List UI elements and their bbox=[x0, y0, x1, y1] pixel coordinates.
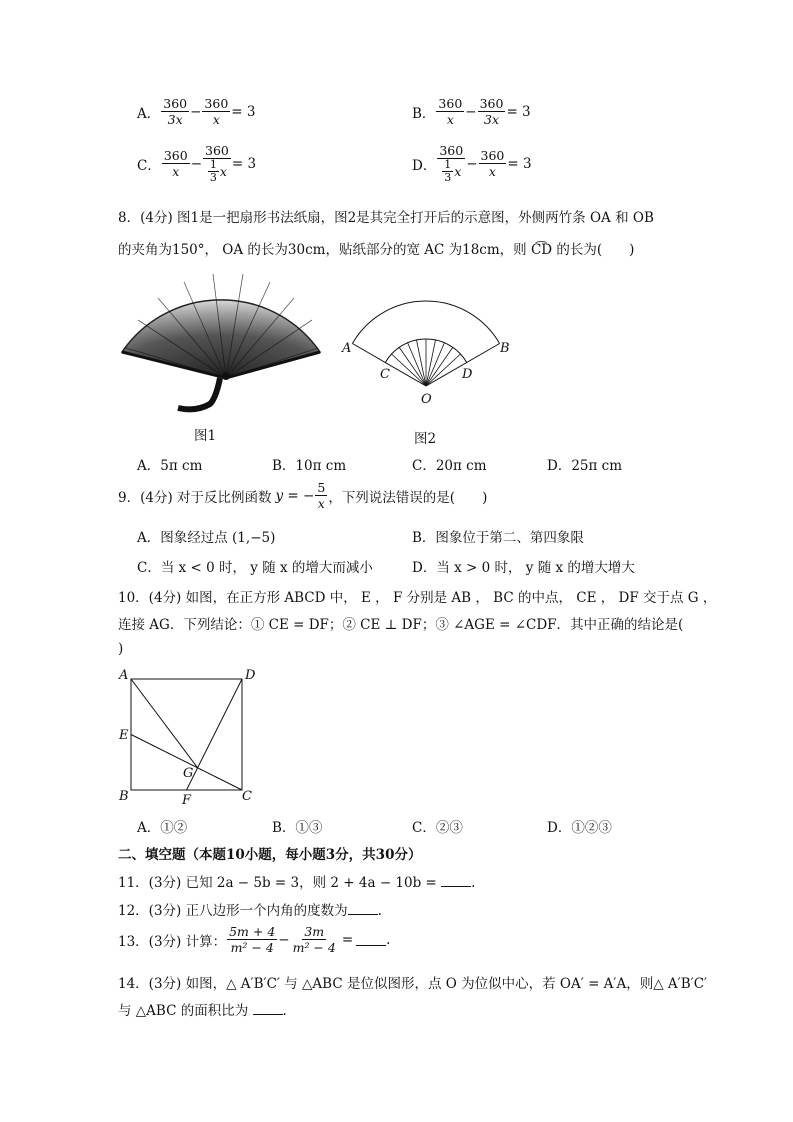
q7-option-b-label: B． bbox=[412, 105, 436, 122]
q9-option-a[interactable]: A．图象经过点 (1,−5) bbox=[137, 530, 276, 546]
q9-stem: 9．(4分) 对于反比例函数 y = − $\frac{5}{x}$ ，下列说法错误的是( ) bbox=[118, 480, 488, 511]
q8-fig1-caption: 图1 bbox=[194, 428, 217, 444]
q11-answer-blank[interactable] bbox=[441, 874, 471, 887]
q8-option-c[interactable]: C．20π cm bbox=[412, 458, 487, 474]
q8-option-d[interactable]: D．25π cm bbox=[547, 458, 623, 474]
q8-stem-line1: 8．(4分) 图1是一把扇形书法纸扇，图2是其完全打开后的示意图，外侧两竹条 OA 和 OB bbox=[118, 210, 654, 226]
q10-point-c: C bbox=[242, 789, 252, 804]
q10-option-d[interactable]: D．①②③ bbox=[547, 820, 612, 836]
q8-fig2-caption: 图2 bbox=[414, 431, 437, 447]
q14-answer-blank[interactable] bbox=[253, 1002, 283, 1015]
q10-stem-line2: 连接 AG．下列结论：① CE = DF；② CE ⊥ DF；③ ∠AGE = ∠CDF．其中正确的结论是( bbox=[118, 617, 684, 633]
q9-option-d[interactable]: D．当 x > 0 时， y 随 x 的增大增大 bbox=[412, 560, 635, 576]
q7-option-a[interactable]: A． $\frac{360}{3x}$ − $\frac{360}{x}$ = 3 bbox=[137, 96, 256, 127]
q12-stem: 12．(3分) 正八边形一个内角的度数为 . bbox=[118, 903, 382, 919]
q7-c-frac1: $\frac{360}{x}$ bbox=[163, 148, 188, 179]
q7-c-frac2: 360 $\frac{1}{3}$ x bbox=[205, 143, 229, 184]
q14-stem-line2: 与 △ABC 的面积比为 . bbox=[118, 1003, 287, 1019]
q7-option-d[interactable]: D． 360 $\frac{1}{3}$ x − $\frac{360}{x}$ = 3 bbox=[412, 143, 532, 184]
q13-frac2: $\frac{3m}{\text{m² − 4}}$ bbox=[292, 924, 336, 955]
q7-a-frac1: $\frac{360}{3x}$ bbox=[163, 96, 188, 127]
q7-option-d-label: D． bbox=[412, 157, 437, 174]
q10-point-g: G bbox=[183, 766, 194, 781]
q10-option-a[interactable]: A．①② bbox=[137, 820, 188, 836]
q7-d-frac2: $\frac{360}{x}$ bbox=[480, 148, 505, 179]
q7-b-frac1: $\frac{360}{x}$ bbox=[438, 96, 463, 127]
q8-fig1-fan-image bbox=[118, 270, 328, 418]
q10-stem-line1: 10．(4分) 如图，在正方形 ABCD 中， E ， F 分别是 AB ， BC 的中点， CE ， DF 交于点 G ， bbox=[118, 590, 717, 606]
q14-stem-line1: 14．(3分) 如图，△ A′B′C′ 与 △ABC 是位似图形，点 O 为位似中心，若 OA′ = A′A，则△ A′B′C′ bbox=[118, 976, 708, 992]
q10-point-e: E bbox=[119, 728, 129, 743]
q7-d-frac1: 360 $\frac{1}{3}$ x bbox=[439, 143, 464, 184]
q7-option-c[interactable]: C． $\frac{360}{x}$ − 360 $\frac{1}{3}$ x = 3 bbox=[137, 143, 257, 184]
q10-stem-line3: ) bbox=[118, 641, 124, 657]
q13-frac1: $\frac{5m + 4}{\text{m² − 4}}$ bbox=[229, 924, 276, 955]
q10-point-d: D bbox=[245, 668, 256, 683]
q7-option-a-label: A． bbox=[137, 105, 161, 122]
q8-fig2-point-b: B bbox=[500, 341, 510, 356]
section-2-title: 二、填空题（本题10小题，每小题3分，共30分） bbox=[118, 847, 422, 863]
q10-point-b: B bbox=[119, 789, 129, 804]
q8-option-a[interactable]: A．5π cm bbox=[137, 458, 203, 474]
q13-answer-blank[interactable] bbox=[356, 933, 386, 946]
q9-option-b[interactable]: B．图象位于第二、第四象限 bbox=[412, 530, 584, 546]
q7-b-frac2: $\frac{360}{3x}$ bbox=[479, 96, 504, 127]
q10-option-b[interactable]: B．①③ bbox=[272, 820, 323, 836]
q7-option-b[interactable]: B． $\frac{360}{x}$ − $\frac{360}{3x}$ = 3 bbox=[412, 96, 531, 127]
q8-fig2-point-d: D bbox=[462, 367, 473, 382]
q13-stem: 13．(3分) 计算： $\frac{5m + 4}{\text{m² − 4}}$ − $\frac{3m}{\text{m² − 4}}$ = . bbox=[118, 924, 391, 955]
q9-fraction: $\frac{5}{x}$ bbox=[317, 480, 326, 511]
q10-option-c[interactable]: C．②③ bbox=[412, 820, 463, 836]
q11-stem: 11．(3分) 已知 2a − 5b = 3，则 2 + 4a − 10b = . bbox=[118, 875, 476, 891]
q8-fig2-point-a: A bbox=[342, 341, 352, 356]
q8-option-b[interactable]: B．10π cm bbox=[272, 458, 347, 474]
q8-stem-line2: 的夹角为150°， OA 的长为30cm，贴纸部分的宽 AC 为18cm，则 C͡D 的长为( ) bbox=[118, 242, 635, 258]
q7-option-c-label: C． bbox=[137, 157, 161, 174]
q10-square-diagram bbox=[114, 666, 262, 808]
q7-a-frac2: $\frac{360}{x}$ bbox=[204, 96, 229, 127]
q9-option-c[interactable]: C．当 x < 0 时， y 随 x 的增大而减小 bbox=[137, 560, 373, 576]
q10-point-a: A bbox=[119, 668, 129, 683]
q12-answer-blank[interactable] bbox=[348, 902, 378, 915]
q8-fig2-point-o: O bbox=[421, 392, 432, 407]
q10-point-f: F bbox=[182, 793, 192, 808]
q8-fig2-point-c: C bbox=[380, 367, 390, 382]
q8-fig2-diagram bbox=[340, 290, 520, 410]
